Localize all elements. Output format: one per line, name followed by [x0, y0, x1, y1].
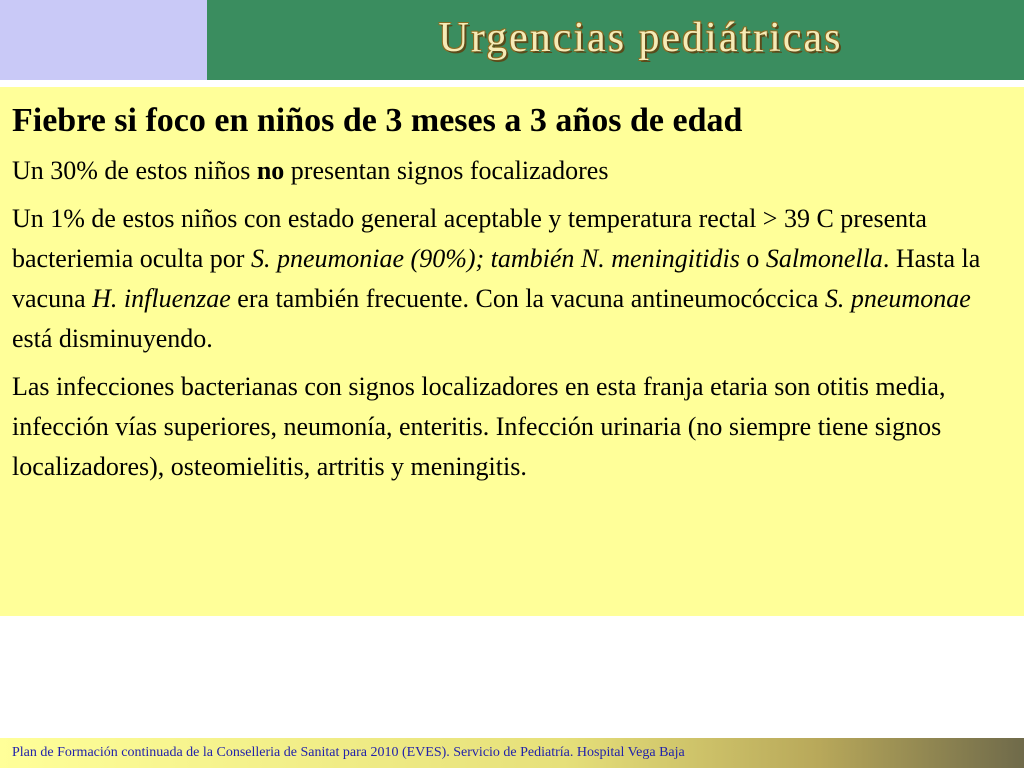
slide-content [0, 87, 1024, 616]
organism-name: Salmonella [765, 244, 883, 273]
text-run: Un 1% de estos niños con estado general aceptable y temperatura rectal > 39 C presenta bacteriemia oculta por [12, 204, 927, 273]
footer-bar [0, 738, 1024, 768]
text-run: está disminuyendo. [12, 324, 213, 353]
emphasis-no: no [256, 156, 285, 185]
organism-name: H. influenzae [92, 284, 231, 313]
text-run: era también frecuente. Con la vacuna antineumocóccica [230, 284, 825, 313]
paragraph-percentage-nonfocal [12, 151, 1012, 191]
slide-banner-title: Urgencias pediátricas [438, 15, 843, 61]
paragraph-localized-infections: Las infecciones bacterianas con signos localizadores en esta franja etaria son otitis media, infección vías superiores, neumonía, enteritis. Infección urinaria (no siempre tiene signos localizadores), osteomielitis, artritis y meningitis. [12, 372, 946, 481]
header-corner-block [0, 0, 207, 80]
organism-name: S. pneumonae [824, 284, 971, 313]
text-run: Un 30% de estos niños [12, 156, 257, 185]
text-run: . Hasta la vacuna [12, 244, 981, 313]
paragraph-occult-bacteremia [12, 199, 1012, 359]
header-divider [0, 80, 1024, 87]
slide-heading: Fiebre si foco en niños de 3 meses a 3 años de edad [12, 102, 743, 139]
text-run: o [739, 244, 766, 273]
text-run: presentan signos focalizadores [284, 156, 609, 185]
footer-credit: Plan de Formación continuada de la Conselleria de Sanitat para 2010 (EVES). Servicio de Pediatría. Hospital Vega Baja [12, 745, 685, 760]
organism-name: S. pneumoniae (90%); también N. meningitidis [250, 244, 740, 273]
